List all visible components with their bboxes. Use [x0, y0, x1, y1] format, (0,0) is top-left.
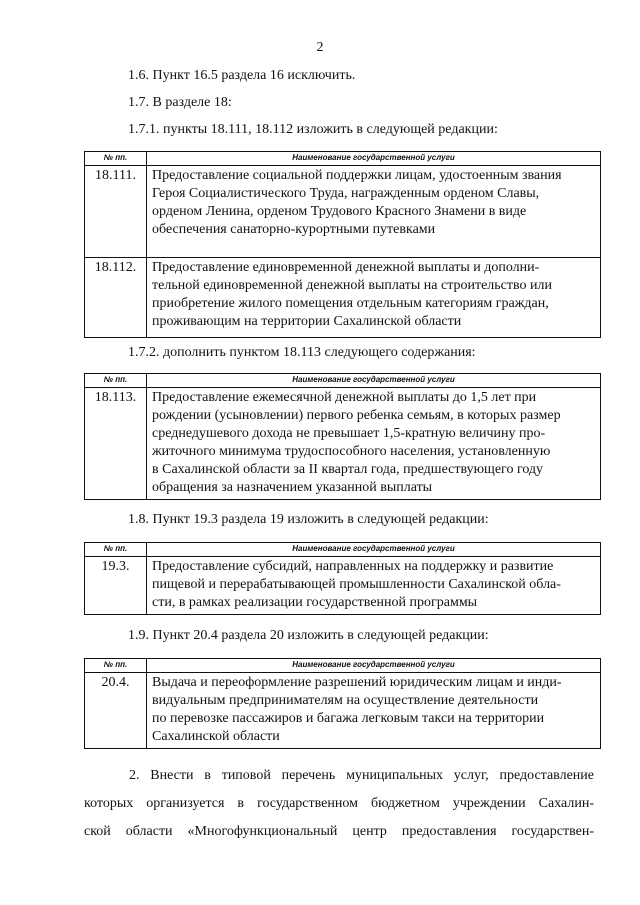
paragraph-line: ской области «Многофункциональный центр предоставления государствен-	[84, 824, 594, 839]
item-1-6: 1.6. Пункт 16.5 раздела 16 исключить.	[128, 68, 356, 83]
item-1-9: 1.9. Пункт 20.4 раздела 20 изложить в следующей редакции:	[128, 628, 489, 643]
text-line: Предоставление социальной поддержки лицам, удостоенным звания	[152, 168, 562, 183]
table-row	[85, 557, 601, 615]
text-line: Выдача и переоформление разрешений юридическим лицам и инди-	[152, 675, 562, 690]
paragraph-line: 2. Внести в типовой перечень муниципальных услуг, предоставление	[129, 768, 594, 783]
table-row	[85, 166, 601, 258]
services-table-20-4	[84, 658, 601, 749]
text-line: приобретение жилого помещения отдельным категориям граждан,	[152, 296, 549, 311]
text-line: орденом Ленина, орденом Трудового Красного Знамени в виде	[152, 204, 527, 219]
text-line: рождении (усыновлении) первого ребенка семьям, в которых размер	[152, 408, 561, 423]
service-description	[147, 673, 601, 749]
item-1-7-1: 1.7.1. пункты 18.111, 18.112 изложить в следующей редакции:	[128, 122, 498, 137]
row-number: 18.111.	[85, 166, 147, 258]
service-description	[147, 166, 601, 258]
text-line: тельной единовременной денежной выплаты на строительство или	[152, 278, 552, 293]
table-row	[85, 673, 601, 749]
text-line: в Сахалинской области за II квартал года, предшествующего году	[152, 462, 544, 477]
paragraph-line: которых организуется в государственном бюджетном учреждении Сахалин-	[84, 796, 594, 811]
text-line: проживающим на территории Сахалинской области	[152, 314, 462, 329]
header-num: № пп.	[85, 374, 147, 388]
text-line: Предоставление ежемесячной денежной выплаты до 1,5 лет при	[152, 390, 537, 405]
table-row	[85, 258, 601, 338]
page-number: 2	[316, 40, 324, 55]
table-header-row	[85, 543, 601, 557]
header-service-name: Наименование государственной услуги	[147, 374, 601, 388]
table-header-row	[85, 152, 601, 166]
service-description	[147, 258, 601, 338]
header-service-name: Наименование государственной услуги	[147, 543, 601, 557]
text-line: Сахалинской области	[152, 729, 280, 744]
services-table-18-113	[84, 373, 601, 500]
text-line: обращения за назначением указанной выплаты	[152, 480, 433, 495]
text-line: обеспечения санаторно-курортными путевками	[152, 222, 436, 237]
text-line: сти, в рамках реализации государственной программы	[152, 595, 478, 610]
table-header-row	[85, 659, 601, 673]
item-1-8: 1.8. Пункт 19.3 раздела 19 изложить в следующей редакции:	[128, 512, 489, 527]
table-header-row	[85, 374, 601, 388]
table-row	[85, 388, 601, 500]
header-num: № пп.	[85, 543, 147, 557]
item-1-7-2: 1.7.2. дополнить пунктом 18.113 следующего содержания:	[128, 345, 476, 360]
text-line: Предоставление единовременной денежной выплаты и дополни-	[152, 260, 540, 275]
text-line: среднедушевого дохода не превышает 1,5-кратную величину про-	[152, 426, 546, 441]
header-num: № пп.	[85, 659, 147, 673]
row-number: 19.3.	[85, 557, 147, 615]
services-table-19-3	[84, 542, 601, 615]
service-description	[147, 388, 601, 500]
text-line: житочного минимума трудоспособного населения, установленную	[152, 444, 551, 459]
row-number: 18.112.	[85, 258, 147, 338]
services-table-18-111-112	[84, 151, 601, 338]
header-num: № пп.	[85, 152, 147, 166]
row-number: 20.4.	[85, 673, 147, 749]
row-number: 18.113.	[85, 388, 147, 500]
text-line: видуальным предпринимателям на осуществление деятельности	[152, 693, 539, 708]
section-2-paragraph	[84, 762, 594, 846]
text-line: Предоставление субсидий, направленных на поддержку и развитие	[152, 559, 554, 574]
service-description	[147, 557, 601, 615]
item-1-7: 1.7. В разделе 18:	[128, 95, 232, 110]
header-service-name: Наименование государственной услуги	[147, 152, 601, 166]
header-service-name: Наименование государственной услуги	[147, 659, 601, 673]
text-line: по перевозке пассажиров и багажа легковым такси на территории	[152, 711, 545, 726]
text-line: пищевой и перерабатывающей промышленности Сахалинской обла-	[152, 577, 561, 592]
text-line: Героя Социалистического Труда, награжденным орденом Славы,	[152, 186, 540, 201]
